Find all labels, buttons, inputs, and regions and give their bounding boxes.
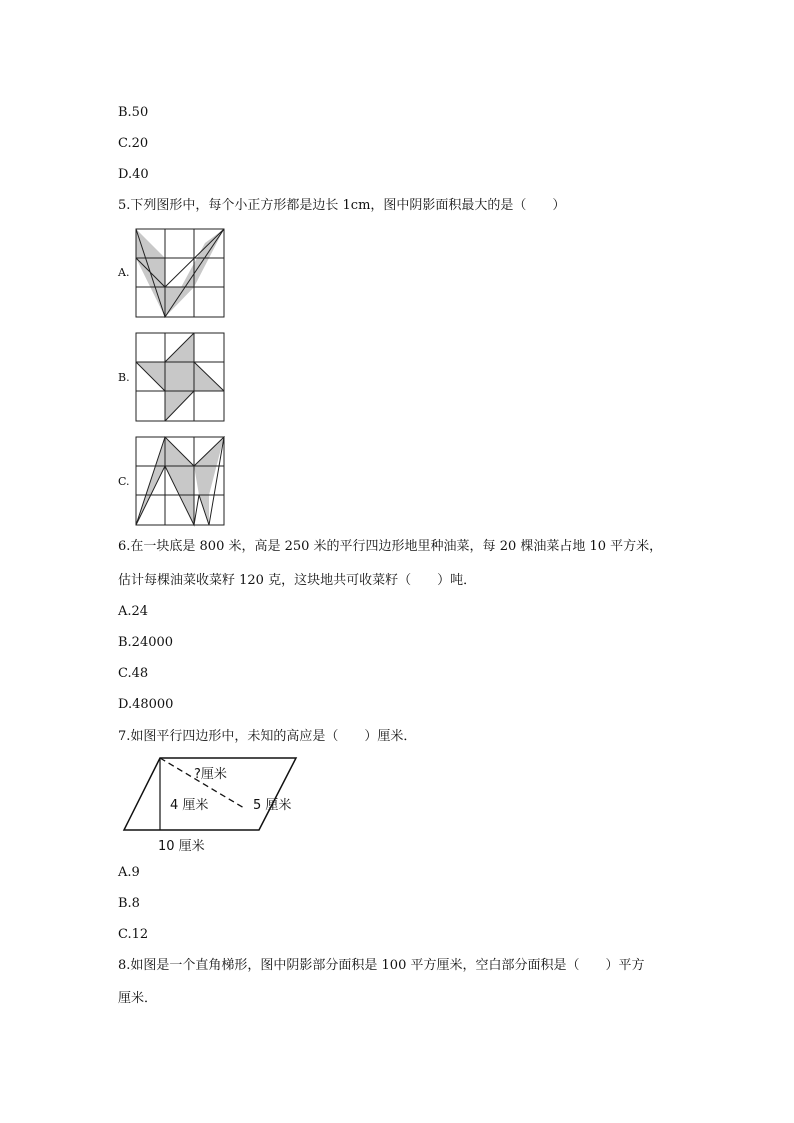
q5-option-b-label: B. [118, 371, 130, 384]
option-c: C.12 [118, 927, 149, 942]
option-a: A.24 [118, 604, 149, 619]
option-d: D.40 [118, 167, 149, 182]
option-c: C.48 [118, 666, 149, 681]
option-b: B.24000 [118, 635, 174, 650]
question-8-line-2: 厘米． [118, 991, 158, 1006]
shaded-region [194, 437, 224, 525]
height-label: 4 厘米 [170, 798, 209, 813]
question-6-line-2: 估计每棵油菜收菜籽 120 克，这块地共可收菜籽（ ）吨． [118, 573, 477, 588]
question-6-line-1: 6.在一块底是 800 米，高是 250 米的平行四边形地里种油菜，每 20 棵油菜占地 10 平方米， [118, 539, 663, 554]
shaded-center-square [165, 362, 194, 391]
q5-option-b-figure [135, 332, 227, 424]
question-8-line-1: 8.如图是一个直角梯形，图中阴影部分面积是 100 平方厘米，空白部分面积是（ ）平方 [118, 958, 645, 973]
base-label: 10 厘米 [158, 839, 205, 854]
option-b: B.8 [118, 896, 140, 911]
unknown-height-label: ?厘米 [194, 767, 227, 782]
option-c: C.20 [118, 136, 149, 151]
side-label: 5 厘米 [253, 798, 292, 813]
q5-option-a-figure [135, 228, 227, 320]
option-b: B.50 [118, 105, 149, 120]
parallelogram-figure [118, 752, 308, 856]
q5-option-a-label: A. [118, 266, 130, 279]
q5-option-c-label: C. [118, 475, 130, 488]
question-5: 5.下列图形中，每个小正方形都是边长 1cm，图中阴影面积最大的是（ ） [118, 198, 566, 213]
question-7: 7.如图平行四边形中，未知的高应是（ ）厘米． [118, 729, 417, 744]
option-d: D.48000 [118, 697, 174, 712]
option-a: A.9 [118, 865, 140, 880]
q5-option-c-figure [135, 436, 227, 528]
